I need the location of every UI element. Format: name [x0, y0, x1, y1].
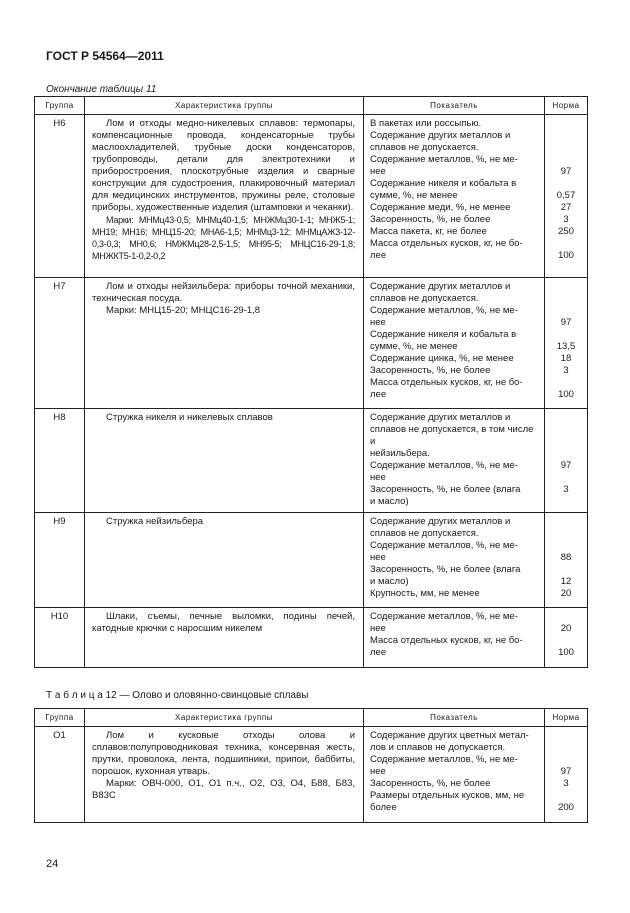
table-header-row	[35, 97, 588, 115]
characteristic-text: Шлаки, съемы, печные выломки, подины печей, катодные крючки с наросшим никелем	[92, 611, 355, 634]
table-header-row	[35, 709, 588, 727]
group-code: Н7	[35, 278, 85, 409]
group-characteristic	[85, 409, 364, 513]
page-number: 24	[46, 858, 59, 870]
characteristic-text: Лом и кусковые отходы олова и сплавов:полупроводниковая техника, консервная жесть, прутки, проволока, лента, подшипники, припои, баббиты, порошок, кухонная утварь.	[92, 730, 355, 777]
group-code: Н6	[35, 115, 85, 278]
indicators: Содержание других металлов и сплавов не допускается. Содержание металлов, %, не ме- нее Содержание никеля и кобальта в сумме, %, не менее Содержание цинка, %, не менее Засоренность, %, не более Масса отдельных кусков, кг, не бо- лее	[364, 278, 545, 409]
group-characteristic	[85, 115, 364, 278]
table-row	[35, 409, 588, 513]
table-row	[35, 278, 588, 409]
group-code: Н8	[35, 409, 85, 513]
group-characteristic	[85, 513, 364, 608]
grade-marks: Марки: МНМц43-0,5; МНМц40-1,5; МНЖМц30-1-1; МНЖ5-1; МН19; МН16; МНЦ15-20; МНА6-1,5; МНМц3-12; МНМцАЖ3-12-0,3-0,3; МН0,6; НМЖМц28-2,5-1,5; МН95-5; МНЦС16-29-1,8; МНЖКТ5-1-0,2-0,2	[92, 215, 355, 261]
col-header-norm: Норма	[545, 709, 588, 727]
characteristic-text: Лом и отходы нейзильбера: приборы точной механики, техническая посуда.	[92, 281, 355, 304]
norms: 88 12 20	[545, 513, 588, 608]
norms: 97 0,57 27 3 250 100	[545, 115, 588, 278]
col-header-indicator: Показатель	[364, 709, 545, 727]
col-header-characteristic: Характеристика группы	[85, 709, 364, 727]
table-row	[35, 513, 588, 608]
table-11	[34, 96, 588, 668]
grade-marks: Марки: МНЦ15-20; МНЦС16-29-1,8	[106, 305, 261, 316]
group-characteristic	[85, 727, 364, 823]
grade-marks: Марки: ОВЧ-000, О1, О1 п.ч., О2, О3, О4, Б88, Б83, В83С	[92, 778, 355, 801]
indicators: Содержание других цветных метал- лов и сплавов не допускается. Содержание металлов, %, не ме- нее Засоренность, %, не более Размеры отдельных кусков, мм, не более	[364, 727, 545, 823]
norms: 97 13,5 18 3 100	[545, 278, 588, 409]
document-header: ГОСТ Р 54564—2011	[46, 49, 164, 63]
indicators: Содержание металлов, %, не ме- нее Масса отдельных кусков, кг, не бо- лее	[364, 608, 545, 668]
norms: 97 3 200	[545, 727, 588, 823]
col-header-group: Группа	[35, 709, 85, 727]
table-row	[35, 608, 588, 668]
indicators: Содержание других металлов и сплавов не допускается, в том числе и нейзильбера. Содержание металлов, %, не ме- нее Засоренность, %, не более (влага и масло)	[364, 409, 545, 513]
characteristic-text: Лом и отходы медно-никелевых сплавов: термопары, компенсационные провода, конденсаторные трубы маслоохладителей, трубные доски конденсаторов, трубопроводы, детали для электротехники и приборостроения, плоскотрубные изделия и сварные конструкции для судостроения, плакировочный материал для медицинских инструментов, пружины реле, столовые приборы, художественные изделия (штамповки и чеканки).	[92, 118, 355, 213]
group-code: Н10	[35, 608, 85, 668]
indicators: В пакетах или россыпью. Содержание других металлов и сплавов не допускается. Содержание металлов, %, не ме- нее Содержание никеля и кобальта в сумме, %, не менее Содержание меди, %, не менее Засоренность, %, не более Масса пакета, кг, не более Масса отдельных кусков, кг, не бо- лее	[364, 115, 545, 278]
indicators: Содержание других металлов и сплавов не допускается. Содержание металлов, %, не ме- нее Засоренность, %, не более (влага и масло) Крупность, мм, не менее	[364, 513, 545, 608]
table-row	[35, 727, 588, 823]
characteristic-text: Стружка нейзильбера	[106, 516, 204, 527]
table12-caption: Т а б л и ц а 12 — Олово и оловянно-свинцовые сплавы	[46, 690, 309, 701]
col-header-norm: Норма	[545, 97, 588, 115]
norms: 97 3	[545, 409, 588, 513]
table11-caption: Окончание таблицы 11	[46, 84, 157, 95]
group-characteristic	[85, 608, 364, 668]
group-code: О1	[35, 727, 85, 823]
table-12	[34, 708, 588, 823]
group-characteristic	[85, 278, 364, 409]
characteristic-text: Стружка никеля и никелевых сплавов	[106, 412, 273, 423]
table-row	[35, 115, 588, 278]
col-header-group: Группа	[35, 97, 85, 115]
norms: 20 100	[545, 608, 588, 668]
group-code: Н9	[35, 513, 85, 608]
col-header-indicator: Показатель	[364, 97, 545, 115]
col-header-characteristic: Характеристика группы	[85, 97, 364, 115]
